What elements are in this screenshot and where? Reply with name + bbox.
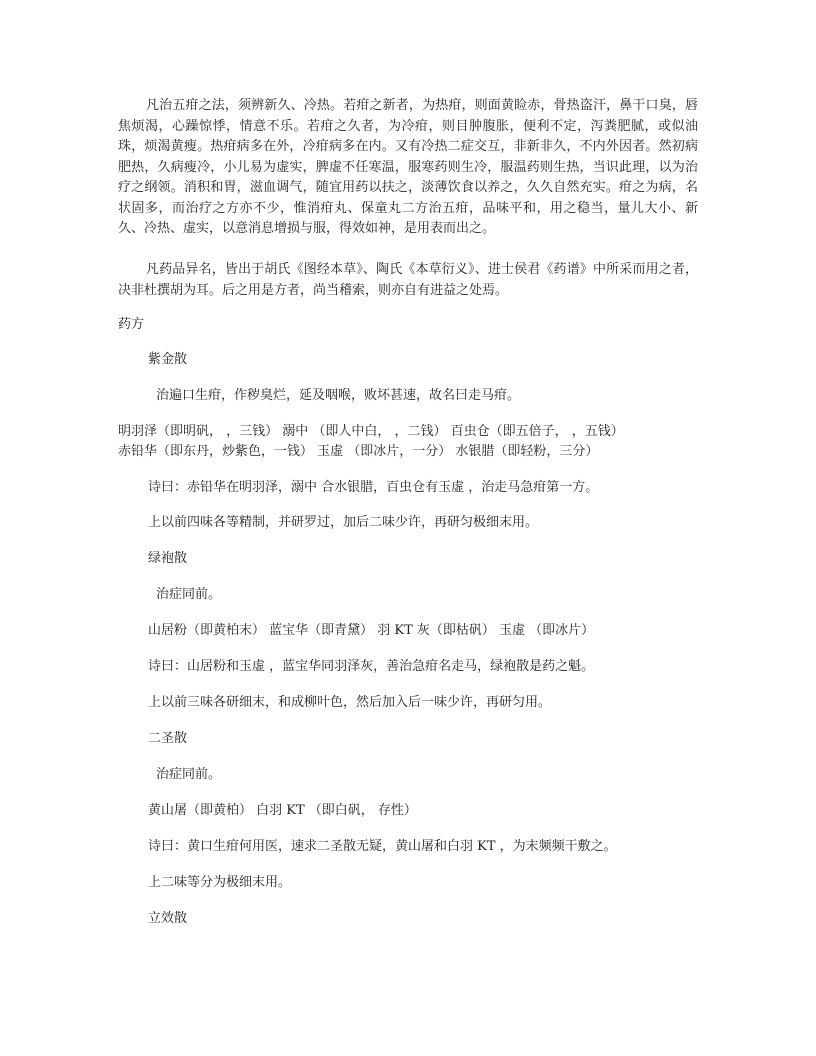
formula-ingredients-cont: 赤铅华（即东丹，炒紫色，一钱） 玉虚 （即冰片，一分） 水银腊（即轻粉，三分）	[118, 444, 599, 459]
formula-poem: 诗曰：山居粉和玉虚 ，蓝宝华同羽泽灰，善治急疳名走马，绿袍散是药之魁。	[148, 659, 595, 674]
formula-method: 上二味等分为极细末用。	[148, 875, 292, 890]
section-heading: 药方	[118, 317, 145, 332]
formula-method: 上以前三味各研细末，和成柳叶色，然后加入后一味少许，再研匀用。	[148, 695, 552, 710]
intro-paragraph: 凡治五疳之法，须辨新久、冷热。若疳之新者，为热疳，则面黄睑赤，骨热盗汗，鼻干口臭，唇焦烦渴，心躁惊悸，情意不乐。若疳之久者，为冷疳，则目肿腹胀，便利不定，泻粪肥腻，或似油珠，烦渴黄瘦。热疳病多在外，冷疳病多在内。又有冷热二症交互，非新非久，不内外因者。然初病肥热，久病瘦冷，小儿易为虚实，脾虚不任寒温，服寒药则生冷，服温药则生热，当识此理，以为治疗之纲领。消积和胃，滋血调气，随宜用药以扶之，淡薄饮食以养之，久久自然充实。疳之为病，名状固多，而治疗之方亦不少，惟消疳丸、保童丸二方治五疳，品味平和，用之稳当，量儿大小、新久、冷热、虚实，以意消息增损与服，得效如神，是用表而出之。	[118, 98, 698, 236]
formula-name: 绿袍散	[148, 551, 188, 566]
formula-ingredients: 山居粉（即黄柏末） 蓝宝华（即青黛） 羽 KT 灰（即枯矾） 玉虚 （即冰片）	[148, 623, 595, 638]
formula-poem: 诗曰：黄口生疳何用医，速求二圣散无疑，黄山屠和白羽 KT ，为末频频干敷之。	[148, 839, 617, 854]
formula-indication: 治症同前。	[156, 587, 222, 602]
formula-name: 二圣散	[148, 731, 188, 746]
formula-indication: 治症同前。	[156, 767, 222, 782]
note-paragraph: 凡药品异名，皆出于胡氏《图经本草》、陶氏《本草衍义》、进士侯君《药谱》中所采而用之者，决非杜撰胡为耳。后之用是方者，尚当稽索，则亦自有进益之处焉。	[118, 262, 698, 298]
formula-name: 立效散	[148, 911, 188, 926]
formula-indication: 治遍口生疳，作秽臭烂，延及咽喉，败坏甚速，故名曰走马疳。	[156, 388, 521, 403]
formula-method: 上以前四味各等精制，并研罗过，加后二味少许，再研匀极细末用。	[148, 515, 539, 530]
formula-ingredients: 明羽泽（即明矾， ，三钱） 溺中 （即人中白， ，二钱） 百虫仓（即五倍子， ，五钱）	[118, 424, 624, 439]
formula-name: 紫金散	[148, 352, 188, 367]
formula-ingredients: 黄山屠（即黄柏） 白羽 KT （即白矾， 存性）	[148, 803, 417, 818]
formula-poem: 诗曰：赤铅华在明羽泽，溺中 合水银腊，百虫仓有玉虚 ，治走马急疳第一方。	[148, 480, 599, 495]
